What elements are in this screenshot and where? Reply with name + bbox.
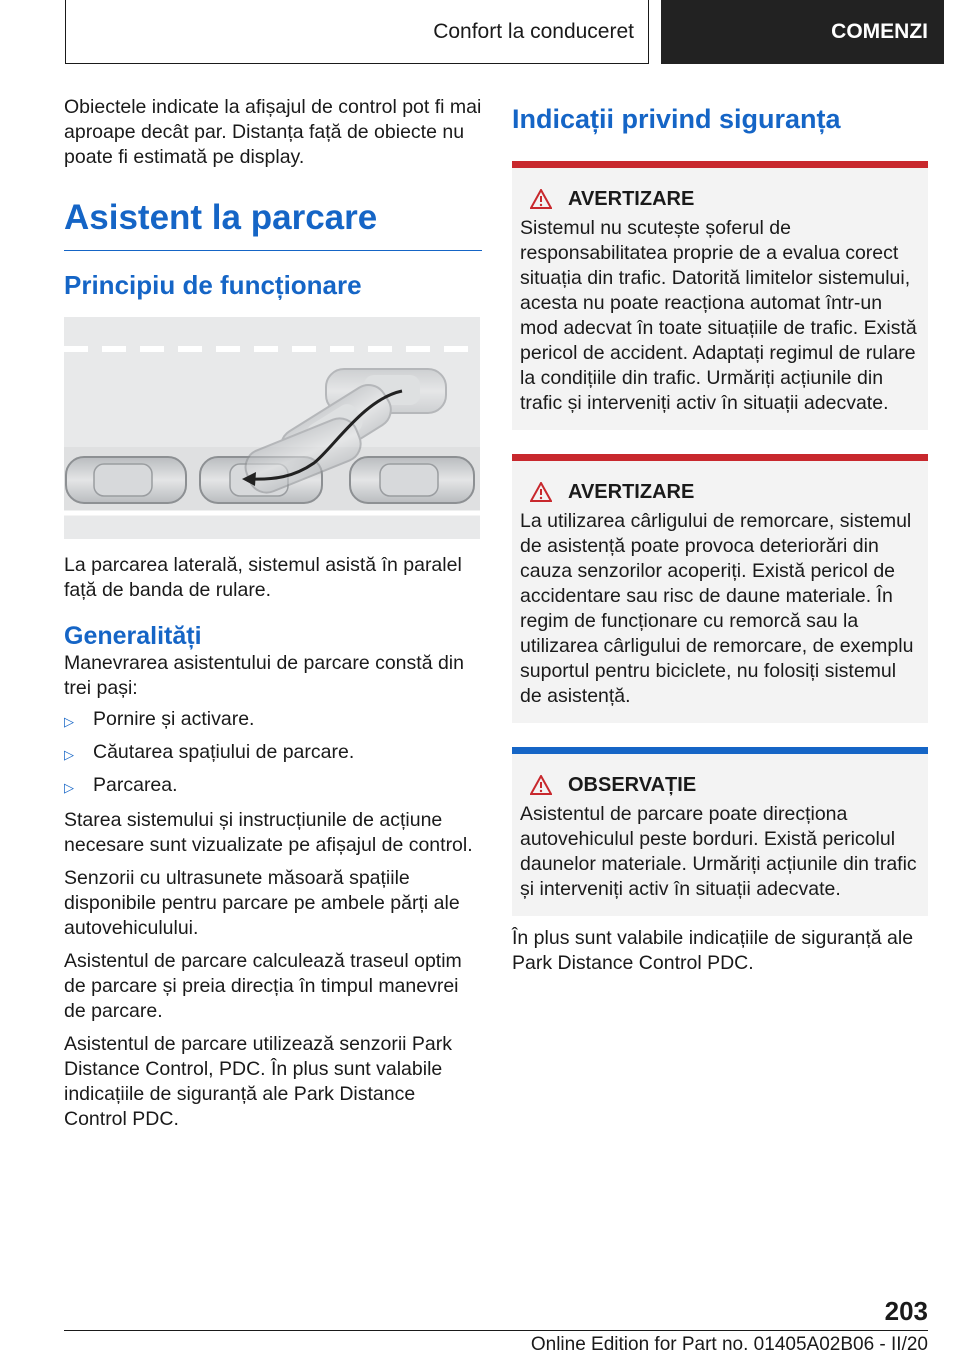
figure-caption: La parcarea laterală, sistemul asistă în paralel față de banda de rulare. [64, 554, 462, 601]
general-intro: Manevrarea asistentului de parcare constă din trei pași: [64, 652, 464, 699]
list-item [64, 740, 482, 767]
parked-car-right [350, 457, 474, 503]
triangle-bullet-icon: ▷ [64, 747, 74, 762]
subsection-heading: Principiu de funcționare [64, 270, 362, 300]
warning-text: Sistemul nu scutește șoferul de responsabilitatea proprie de a evalua corect situația din trafic. Datorită limitelor sistemului, acesta nu poate reacționa automat într-un mod adecvat în toate situațiile de trafic. Există pericol de accident. Adaptați regimul de rulare la condițiile din trafic. Urmăriți acțiunile din trafic și interveniți activ în situații adecvate. [520, 217, 917, 414]
note-label: OBSERVAȚIE [568, 773, 697, 796]
parking-diagram [64, 317, 480, 539]
warning-header [520, 479, 920, 505]
note-box [512, 747, 928, 916]
section-heading: Asistent la parcare [64, 198, 482, 251]
warning-triangle-icon [530, 482, 552, 502]
body-paragraph: Asistentul de parcare utilizează senzorii Park Distance Control, PDC. În plus sunt valabile indicațiile de siguranță ale Park Distance Control PDC. [64, 1033, 453, 1130]
right-column [512, 95, 928, 976]
triangle-bullet-icon: ▷ [64, 780, 74, 795]
page-number: 203 [884, 1296, 928, 1326]
step-text: Căutarea spațiului de parcare. [93, 741, 355, 763]
section-tab [65, 0, 649, 64]
warning-header [520, 186, 920, 212]
list-item [64, 707, 482, 734]
note-triangle-icon [530, 775, 552, 795]
chapter-tab-label: COMENZI [831, 20, 928, 43]
body-paragraph: Asistentul de parcare calculează traseul optim de parcare și preia direcția în timpul manevrei de parcare. [64, 950, 462, 1022]
warning-box [512, 454, 928, 723]
parked-car-left [66, 457, 186, 503]
footer-divider [64, 1330, 928, 1331]
general-heading: Generalități [64, 622, 202, 650]
steps-list [64, 707, 482, 800]
warning-triangle-icon [530, 189, 552, 209]
intro-paragraph: Obiectele indicate la afișajul de control pot fi mai aproape decât par. Distanța față de obiecte nu poate fi estimată pe display. [64, 96, 482, 168]
warning-text: La utilizarea cârligului de remorcare, sistemul de asistență poate provoca deteriorări din cauza senzorilor acoperiți. Există pericol de accidentare sau risc de daune materiale. În regim de funcționare cu remorcă sau la utilizarea cârligului de remorcare, de exemplu suportul pentru biciclete, nu folosiți sistemul de asistență. [520, 510, 914, 707]
note-text: Asistentul de parcare poate direcționa autovehiculul peste borduri. Există pericolul daunelor materiale. Urmăriți acțiunile din trafic și interveniți activ în situații adecvate. [520, 803, 917, 900]
step-text: Pornire și activare. [93, 708, 255, 730]
closing-paragraph: În plus sunt valabile indicațiile de siguranță ale Park Distance Control PDC. [512, 927, 914, 974]
safety-heading: Indicații privind siguranța [512, 104, 841, 134]
body-paragraph: Senzorii cu ultrasunete măsoară spațiile disponibile pentru parcare pe ambele părți ale autovehiculului. [64, 867, 460, 939]
chapter-tab [661, 0, 944, 64]
warning-label: AVERTIZARE [568, 480, 695, 503]
step-text: Parcarea. [93, 774, 178, 796]
warning-box [512, 161, 928, 430]
parking-illustration [64, 317, 480, 539]
body-paragraph: Starea sistemului și instrucțiunile de acțiune necesare sunt vizualizate pe afișajul de control. [64, 809, 473, 856]
section-tab-label: Confort la conduceret [433, 19, 634, 43]
triangle-bullet-icon: ▷ [64, 714, 74, 729]
note-header [520, 772, 920, 798]
edition-footer: Online Edition for Part no. 01405A02B06 - II/20 [530, 1334, 928, 1355]
left-column [64, 95, 482, 1132]
list-item [64, 773, 482, 800]
warning-label: AVERTIZARE [568, 187, 695, 210]
